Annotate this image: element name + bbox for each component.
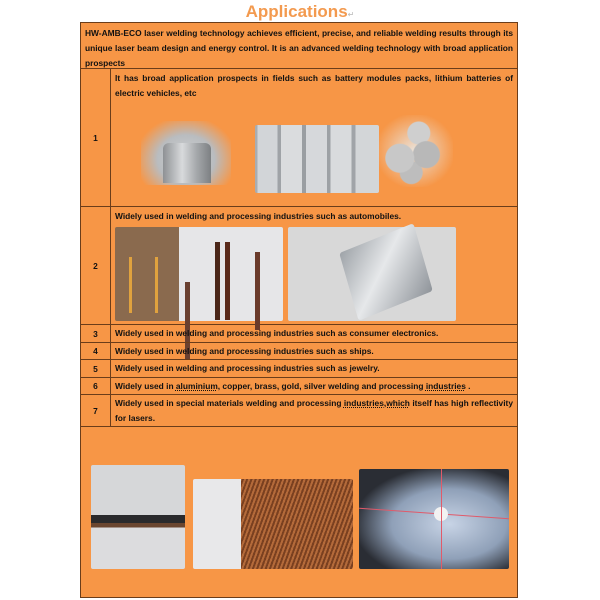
row-text: Widely used in aluminium, copper, brass, gold, silver welding and processing industries . [115,381,471,391]
battery-cells-row-photo [255,125,379,193]
table-row-5 [81,360,517,378]
aluminum-box-photo [288,227,456,321]
applications-table [80,22,518,598]
row-number: 7 [81,395,111,426]
intro-paragraph: HW-AMB-ECO laser welding technology achieves efficient, precise, and reliable welding results through its unique laser beam design and energy control. It is an advanced welding technology with broad application prospects [81,23,517,69]
row-number: 4 [81,343,111,359]
table-row-6 [81,378,517,395]
row-number: 1 [81,69,111,206]
table-row-1 [81,69,517,207]
row-number: 6 [81,378,111,394]
microscope-weld-photo [359,469,509,569]
cylindrical-cell-photo [141,121,231,185]
row-text: Widely used in welding and processing industries such as automobiles. [115,211,402,221]
table-row-2 [81,207,517,325]
battery-caps-photo [377,115,453,187]
row-number: 5 [81,360,111,377]
row-number: 3 [81,325,111,342]
row-text: Widely used in special materials welding and processing industries,which itself has high reflectivity for lasers. [115,398,513,423]
row-text: Widely used in welding and processing industries such as ships. [115,346,374,356]
copper-coil-photo [193,479,353,569]
bottom-images-section [81,427,517,597]
table-row-4 [81,343,517,360]
table-row-7 [81,395,517,427]
row-number: 2 [81,207,111,324]
copper-busbars-photo [115,227,283,321]
row-text: It has broad application prospects in fields such as battery modules packs, lithium batteries of electric vehicles, etc [115,73,513,98]
row-text: Widely used in welding and processing industries such as jewelry. [115,363,380,373]
row-text: Widely used in welding and processing industries such as consumer electronics. [115,328,439,338]
weld-spot [434,507,448,521]
copper-frames-photo [91,465,185,569]
table-row-3 [81,325,517,343]
page-title: Applications↵ [245,2,355,21]
